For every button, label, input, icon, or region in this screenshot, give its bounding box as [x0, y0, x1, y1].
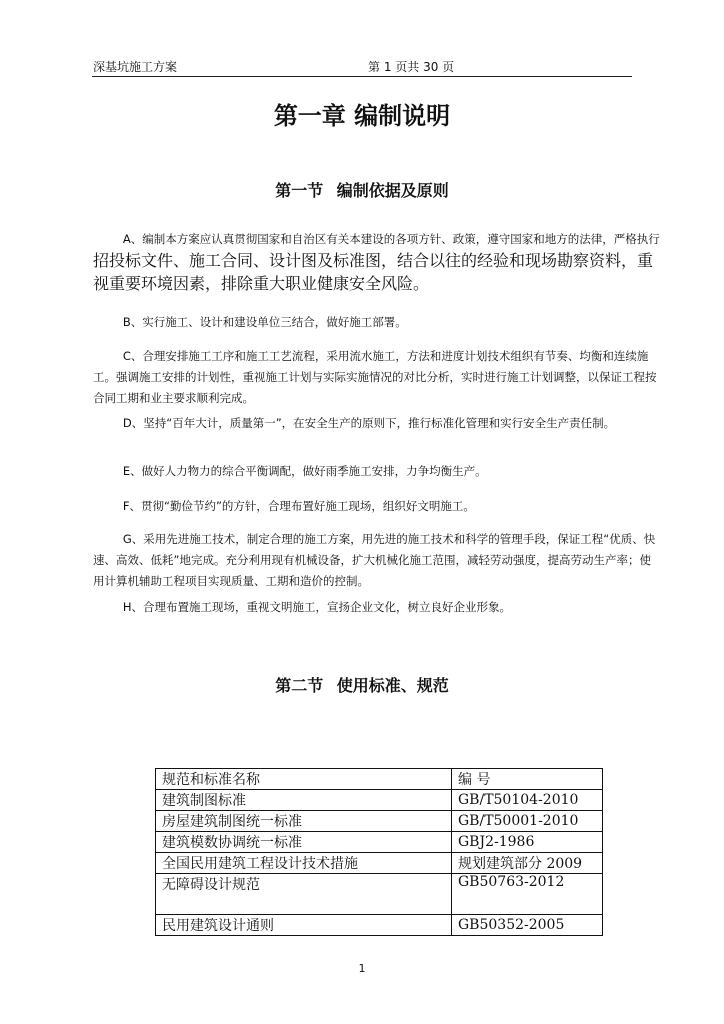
table-row: [156, 915, 603, 936]
paragraph-a-large: 招投标文件、施工合同、设计图及标准图，结合以往的经验和现场勘察资料，重视重要环境因素，排除重大职业健康安全风险。: [93, 251, 654, 293]
table-cell-code: GB/T50104-2010: [452, 790, 603, 811]
table-cell-name: 房屋建筑制图统一标准: [156, 811, 452, 832]
table-cell-name: 全国民用建筑工程设计技术措施: [156, 853, 452, 874]
page-number: 1: [358, 962, 366, 975]
paragraph-e: E、做好人力物力的综合平衡调配，做好雨季施工安排，力争均衡生产。: [122, 464, 487, 478]
paragraph-d: D、坚持“百年大计，质量第一”，在安全生产的原则下，推行标准化管理和实行安全生产责任制。: [122, 416, 616, 430]
header-divider: [92, 76, 632, 77]
table-header-row: [156, 769, 603, 790]
table-header-code: 编 号: [452, 769, 603, 790]
table-cell-name: 建筑制图标准: [156, 790, 452, 811]
table-cell-name: 无障碍设计规范: [156, 874, 452, 915]
paragraph-f: F、贯彻“勤俭节约”的方针，合理布置好施工现场，组织好文明施工。: [122, 499, 475, 513]
section2-title: 第二节 使用标准、规范: [275, 676, 449, 695]
table-cell-code: GB50352-2005: [452, 915, 603, 936]
paragraph-a: [93, 229, 662, 296]
table-cell-name: 建筑模数协调统一标准: [156, 832, 452, 853]
table-cell-name: 民用建筑设计通则: [156, 915, 452, 936]
table-cell-code: GBJ2-1986: [452, 832, 603, 853]
table-cell-code: 规划建筑部分 2009: [452, 853, 603, 874]
paragraph-a-small: A、编制本方案应认真贯彻国家和自治区有关本建设的各项方针、政策，遵守国家和地方的法律，严格执行: [122, 232, 660, 246]
paragraph-b: B、实行施工、设计和建设单位三结合，做好施工部署。: [122, 315, 407, 329]
table-row: [156, 811, 603, 832]
standards-table: [155, 768, 603, 936]
header-doc-title: 深基坑施工方案: [93, 60, 178, 74]
table-row: [156, 832, 603, 853]
table-cell-code: GB50763-2012: [452, 874, 603, 915]
table-row: [156, 853, 603, 874]
header-page-info: 第 1 页共 30 页: [368, 60, 455, 74]
table-row: [156, 790, 603, 811]
paragraph-h: H、合理布置施工现场，重视文明施工，宣扬企业文化，树立良好企业形象。: [122, 600, 512, 614]
paragraph-g: G、采用先进施工技术，制定合理的施工方案，用先进的施工技术和科学的管理手段，保证工程“优质、快速、高效、低耗”地完成。充分利用现有机械设备，扩大机械化施工范围，减轻劳动强度，提高劳动生产率；使用计算机辅助工程项目实现质量、工期和造价的控制。: [93, 532, 656, 588]
table-header-name: 规范和标准名称: [156, 769, 452, 790]
table-row: [156, 874, 603, 915]
table-cell-code: GB/T50001-2010: [452, 811, 603, 832]
chapter-title: 第一章 编制说明: [273, 102, 451, 130]
paragraph-c: C、合理安排施工工序和施工工艺流程，采用流水施工，方法和进度计划技术组织有节奏、均衡和连续施工。强调施工安排的计划性，重视施工计划与实际实施情况的对比分析，实时进行施工计划调整，以保证工程按合同工期和业主要求顺利完成。: [93, 349, 657, 405]
section1-title: 第一节 编制依据及原则: [275, 181, 449, 200]
